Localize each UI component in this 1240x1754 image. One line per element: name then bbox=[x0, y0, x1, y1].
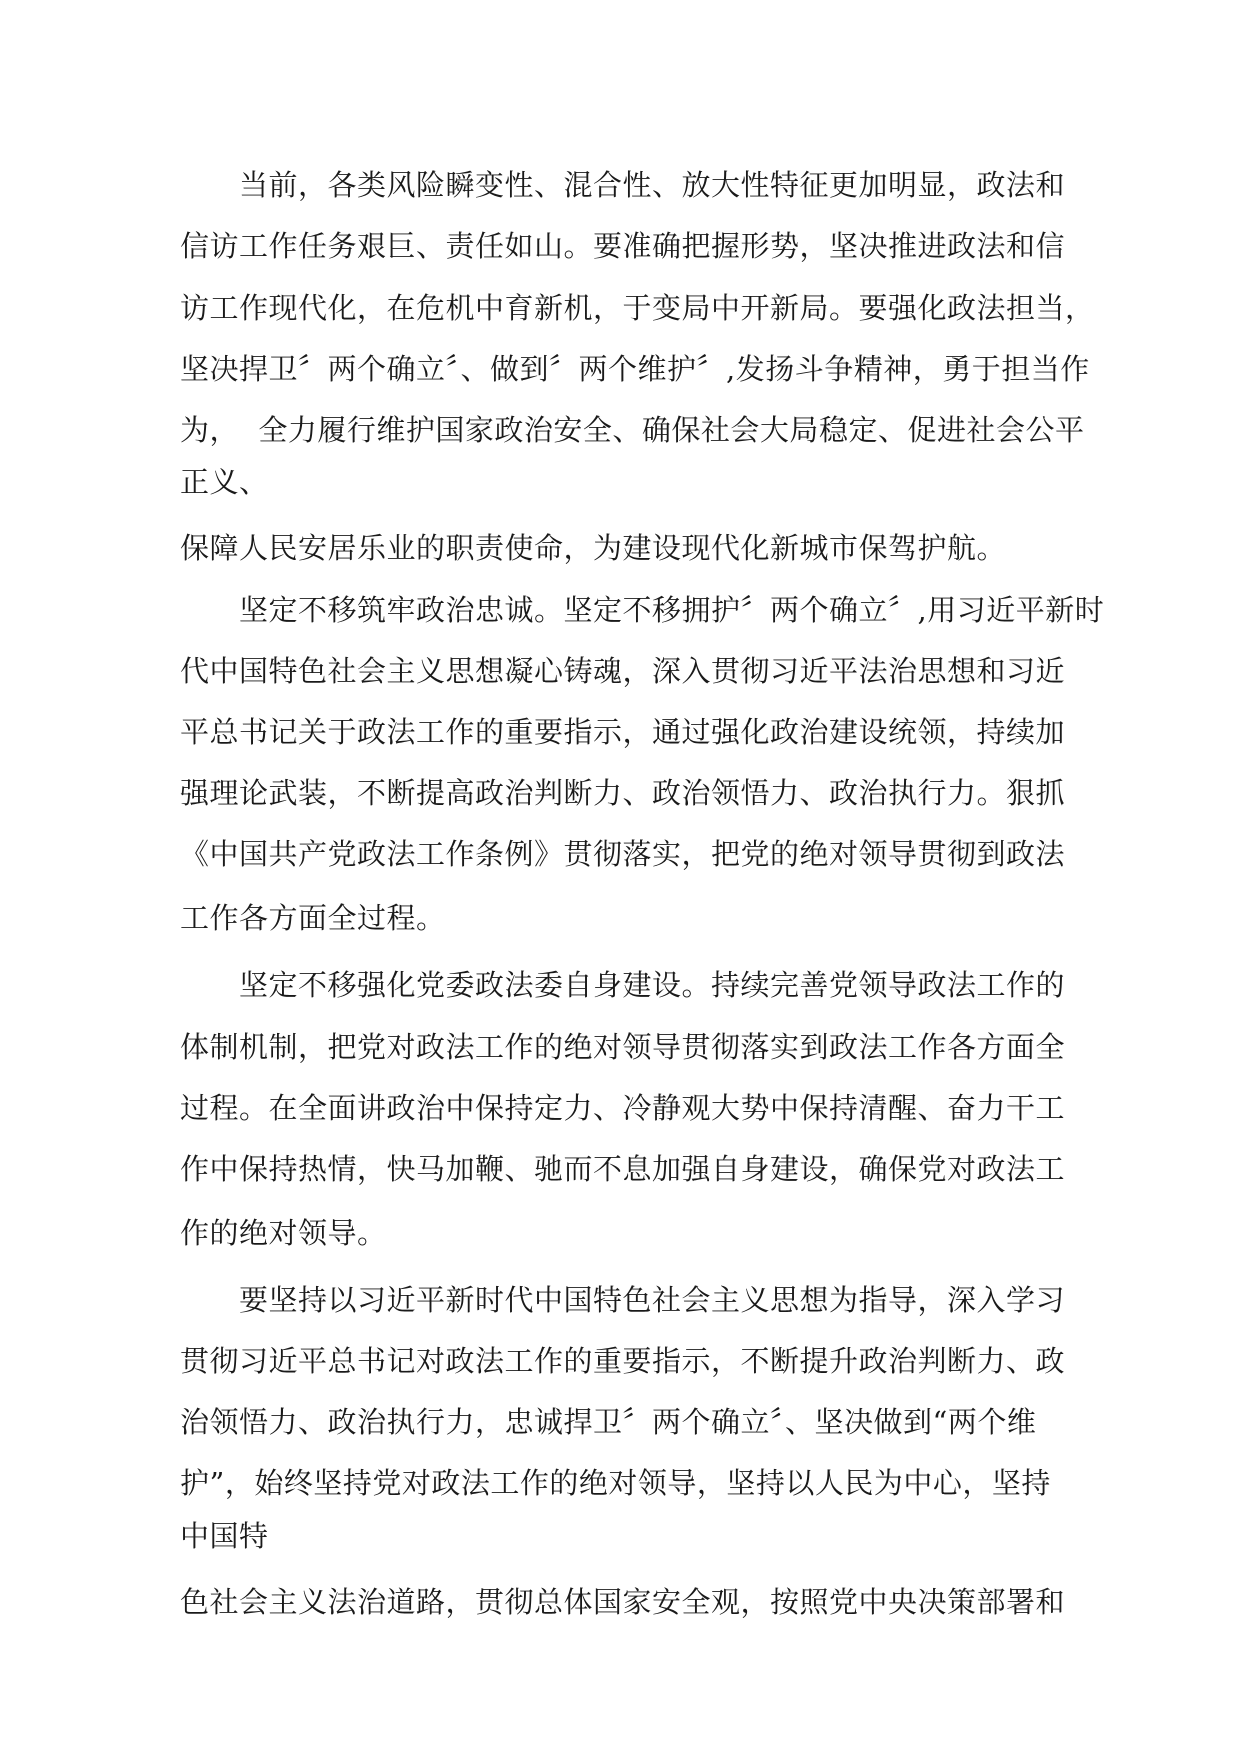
text-line: 代中国特色社会主义思想凝心铸魂，深入贯彻习近平法治思想和习近 bbox=[180, 654, 1066, 688]
text-line: 护”，始终坚持党对政法工作的绝对领导，坚持以人民为中心，坚持 bbox=[180, 1466, 1051, 1500]
text-line: 坚决捍卫〞两个确立〞、做到〞两个维护〞,发扬斗争精神，勇于担当作 bbox=[180, 352, 1090, 386]
text-line: 作中保持热情，快马加鞭、驰而不息加强自身建设，确保党对政法工 bbox=[180, 1152, 1066, 1186]
text-line: 要坚持以习近平新时代中国特色社会主义思想为指导，深入学习 bbox=[180, 1283, 1066, 1317]
text-line: 《中国共产党政法工作条例》贯彻落实，把党的绝对领导贯彻到政法 bbox=[180, 837, 1066, 871]
text-line: 工作各方面全过程。 bbox=[180, 901, 446, 935]
text-line: 为， 全力履行维护国家政治安全、确保社会大局稳定、促进社会公平 bbox=[180, 413, 1085, 447]
text-line: 当前，各类风险瞬变性、混合性、放大性特征更加明显，政法和 bbox=[180, 168, 1066, 202]
text-line: 贯彻习近平总书记对政法工作的重要指示，不断提升政治判断力、政 bbox=[180, 1344, 1066, 1378]
text-line: 治领悟力、政治执行力，忠诚捍卫〞两个确立〞、坚决做到“两个维 bbox=[180, 1405, 1037, 1439]
text-line: 信访工作任务艰巨、责任如山。要准确把握形势，坚决推进政法和信 bbox=[180, 229, 1066, 263]
text-line: 访工作现代化，在危机中育新机，于变局中开新局。要强化政法担当， bbox=[180, 291, 1095, 325]
text-line: 过程。在全面讲政治中保持定力、冷静观大势中保持清醒、奋力干工 bbox=[180, 1091, 1066, 1125]
text-line: 色社会主义法治道路，贯彻总体国家安全观，按照党中央决策部署和 bbox=[180, 1585, 1066, 1619]
text-line: 坚定不移筑牢政治忠诚。坚定不移拥护〞两个确立〞,用习近平新时 bbox=[180, 593, 1105, 627]
text-line: 作的绝对领导。 bbox=[180, 1216, 387, 1250]
text-line: 保障人民安居乐业的职责使命，为建设现代化新城市保驾护航。 bbox=[180, 531, 1007, 565]
text-line: 中国特 bbox=[180, 1519, 269, 1553]
text-line: 平总书记关于政法工作的重要指示，通过强化政治建设统领，持续加 bbox=[180, 715, 1066, 749]
text-line: 体制机制，把党对政法工作的绝对领导贯彻落实到政法工作各方面全 bbox=[180, 1030, 1066, 1064]
text-line: 坚定不移强化党委政法委自身建设。持续完善党领导政法工作的 bbox=[180, 968, 1066, 1002]
text-line: 强理论武装，不断提高政治判断力、政治领悟力、政治执行力。狠抓 bbox=[180, 776, 1066, 810]
text-line: 正义、 bbox=[180, 465, 269, 499]
